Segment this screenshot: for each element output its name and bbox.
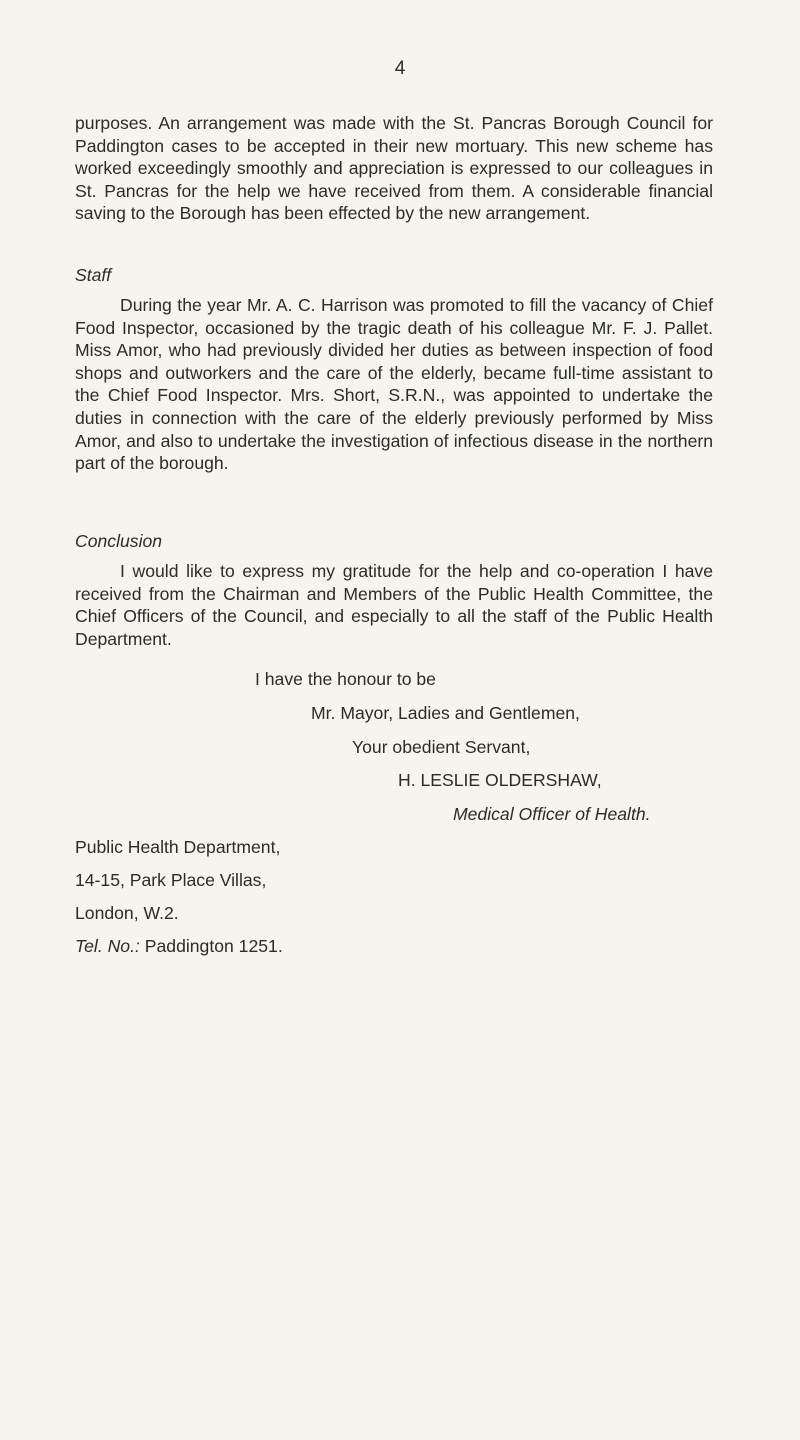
- address-department: Public Health Department,: [75, 837, 281, 857]
- section-heading-conclusion: Conclusion: [75, 531, 163, 551]
- page-number: 4: [394, 58, 406, 79]
- section-heading-staff: Staff: [75, 265, 112, 285]
- closing-honour-line: I have the honour to be: [255, 669, 436, 689]
- address-telephone: [75, 936, 283, 957]
- closing-obedient-servant: Your obedient Servant,: [352, 737, 531, 757]
- telephone-number: Paddington 1251.: [139, 936, 283, 956]
- telephone-label: Tel. No.:: [75, 936, 140, 956]
- paragraph-staff: During the year Mr. A. C. Harrison was promoted to fill the vacancy of Chief Food Inspector, occasioned by the tragic death of his colleague Mr. F. J. Pallet. Miss Amor, who had previously divided her duties as between inspection of food shops and outworkers and the care of the elderly, became full-time assistant to the Chief Food Inspector. Mrs. Short, S.R.N., was appointed to undertake the duties in connection with the care of the elderly previously performed by Miss Amor, and also to undertake the investigation of infectious disease in the northern part of the borough.: [75, 295, 713, 474]
- address-city: London, W.2.: [75, 903, 179, 923]
- paragraph-conclusion: I would like to express my gratitude for the help and co-operation I have received from the Chairman and Members of the Public Health Committee, the Chief Officers of the Council, and especially to all the staff of the Public Health Department.: [75, 561, 713, 649]
- closing-salutation: Mr. Mayor, Ladies and Gentlemen,: [311, 703, 580, 723]
- signatory-name: H. LESLIE OLDERSHAW,: [398, 770, 602, 790]
- address-street: 14-15, Park Place Villas,: [75, 870, 267, 890]
- paragraph-mortuary-arrangement: purposes. An arrangement was made with the St. Pancras Borough Council for Paddington cases to be accepted in their new mortuary. This new scheme has worked exceedingly smoothly and appreciation is expressed to our colleagues in St. Pancras for the help we have received from them. A considerable financial saving to the Borough has been effected by the new arrangement.: [75, 113, 713, 224]
- signatory-title: Medical Officer of Health.: [453, 804, 651, 824]
